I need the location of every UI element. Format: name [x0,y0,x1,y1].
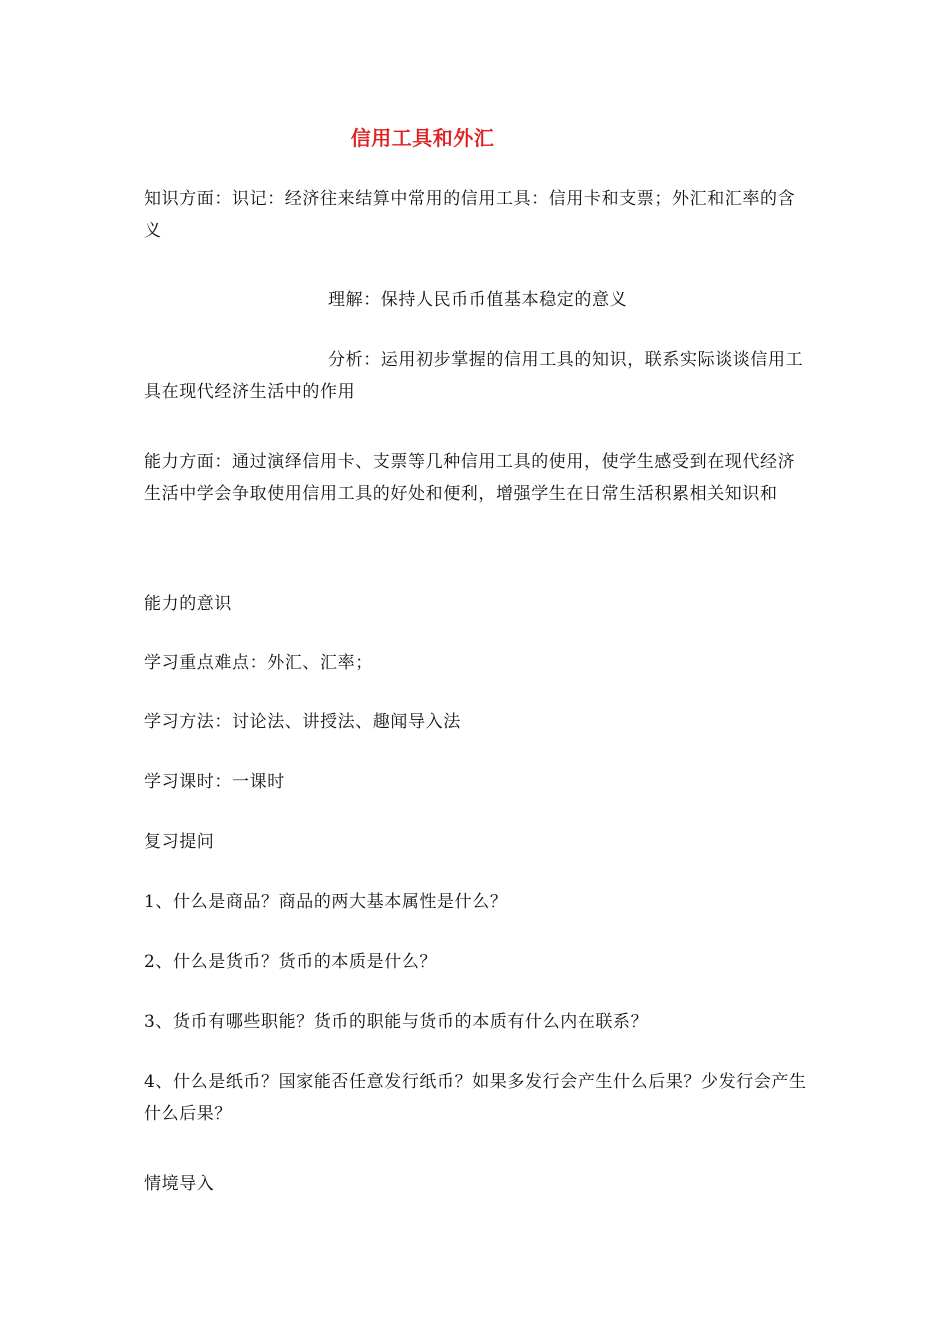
question-3: 3、货币有哪些职能？货币的职能与货币的本质有什么内在联系？ [144,1012,649,1032]
scenario-intro-heading: 情境导入 [144,1174,215,1194]
question-4: 4、什么是纸币？国家能否任意发行纸币？如果多发行会产生什么后果？少发行会产生什么后果？ [144,1072,807,1124]
review-questions-heading: 复习提问 [144,832,215,852]
key-difficulties: 学习重点难点：外汇、汇率； [144,653,373,673]
ability-awareness: 能力的意识 [144,594,232,614]
question-1: 1、什么是商品？商品的两大基本属性是什么？ [144,892,508,912]
knowledge-objectives: 知识方面：识记：经济往来结算中常用的信用工具：信用卡和支票；外汇和汇率的含义 [144,189,796,241]
ability-objectives: 能力方面：通过演绎信用卡、支票等几种信用工具的使用，使学生感受到在现代经济生活中学会争取使用信用工具的好处和便利，增强学生在日常生活积累相关知识和 [144,452,796,504]
analysis-objective: 分析：运用初步掌握的信用工具的知识，联系实际谈谈信用工具在现代经济生活中的作用 [144,350,804,402]
class-hours: 学习课时：一课时 [144,772,285,792]
learning-methods: 学习方法：讨论法、讲授法、趣闻导入法 [144,712,461,732]
understanding-objective: 理解：保持人民币币值基本稳定的意义 [328,290,628,310]
document-title: 信用工具和外汇 [350,126,495,150]
question-2: 2、什么是货币？货币的本质是什么？ [144,952,438,972]
